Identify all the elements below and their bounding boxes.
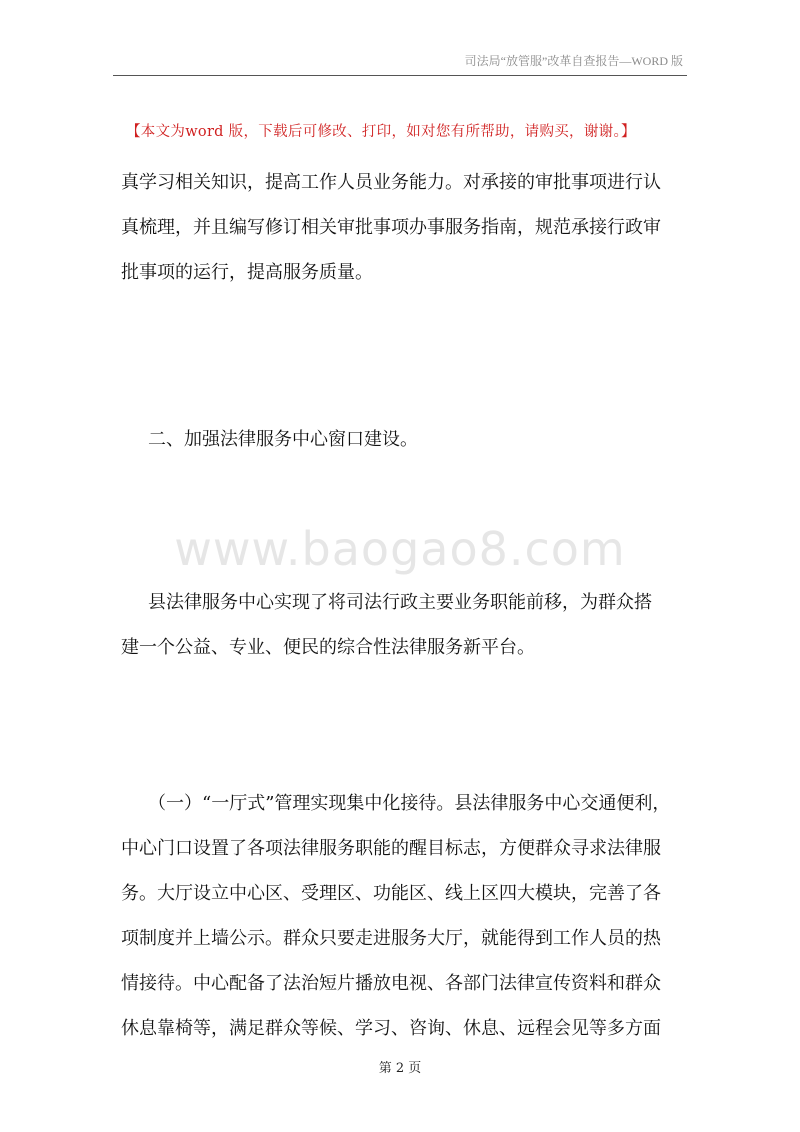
text-line: 休息靠椅等，满足群众等候、学习、咨询、休息、远程会见等多方面 (121, 1018, 661, 1039)
text-line: 建一个公益、专业、便民的综合性法律服务新平台。 (121, 637, 535, 658)
text-line: 中心门口设置了各项法律服务职能的醒目标志，方便群众寻求法律服 (121, 838, 661, 859)
text-line: 真梳理，并且编写修订相关审批事项办事服务指南，规范承接行政审 (121, 217, 661, 238)
page-number: 第 2 页 (378, 1061, 422, 1076)
text-line: 项制度并上墙公示。群众只要走进服务大厅，就能得到工作人员的热 (121, 928, 661, 949)
paragraph-2 (121, 580, 686, 670)
paragraph-3 (121, 781, 686, 1051)
text-line: 县法律服务中心实现了将司法行政主要业务职能前移，为群众搭 (148, 592, 652, 613)
text-line: 情接待。中心配备了法治短片播放电视、各部门法律宣传资料和群众 (121, 973, 661, 994)
text-line: 二、加强法律服务中心窗口建设。 (148, 429, 418, 450)
section-heading (121, 417, 686, 462)
download-notice: 【本文为word 版，下载后可修改、打印，如对您有所帮助，请购买，谢谢。】 (126, 124, 636, 140)
text-line: （一）“一厅式”管理实现集中化接待。县法律服务中心交通便利， (148, 793, 671, 814)
paragraph-1 (121, 160, 686, 295)
text-line: 真学习相关知识，提高工作人员业务能力。对承接的审批事项进行认 (121, 172, 661, 193)
header-title: 司法局“放管服”改革自查报告—WORD 版 (464, 54, 683, 68)
header-divider (113, 75, 687, 76)
watermark: www.baogao8.com (174, 522, 626, 576)
text-line: 务。大厅设立中心区、受理区、功能区、线上区四大模块，完善了各 (121, 883, 661, 904)
text-line: 批事项的运行，提高服务质量。 (121, 262, 373, 283)
